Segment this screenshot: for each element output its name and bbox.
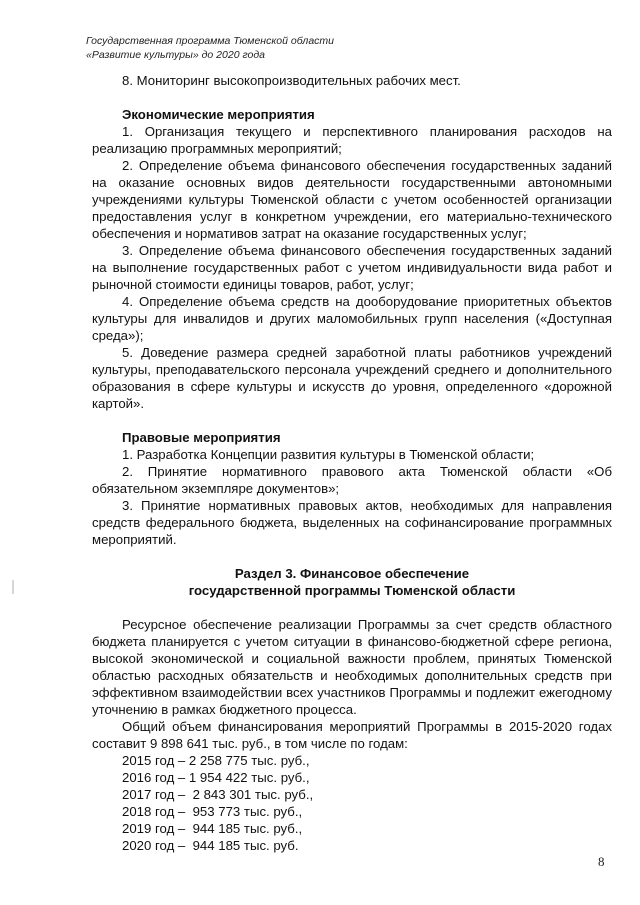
economic-item-1: 1. Организация текущего и перспективного планирования расходов на реализацию программных мероприятий; [92,124,612,156]
economic-section-title: Экономические мероприятия [122,107,315,122]
page-number: 8 [598,854,605,869]
funding-year-2015: 2015 год – 2 258 775 тыс. руб., [122,753,310,768]
header-line-1: Государственная программа Тюменской области [86,35,334,47]
funding-year-2020: 2020 год – 944 185 тыс. руб. [122,838,299,853]
funding-year-2017: 2017 год – 2 843 301 тыс. руб., [122,787,314,802]
legal-section-title: Правовые мероприятия [122,430,281,445]
funding-by-year-list [92,752,612,854]
funding-year-2019: 2019 год – 944 185 тыс. руб., [122,821,303,836]
scan-edge-mark [12,580,14,594]
funding-year-2016: 2016 год – 1 954 422 тыс. руб., [122,770,310,785]
running-header [86,34,334,62]
funding-year-2018: 2018 год – 953 773 тыс. руб., [122,804,303,819]
economic-item-3: 3. Определение объема финансового обеспечения государственных заданий на выполнение государственных работ с учетом индивидуальности вида работ и рыночной стоимости единицы товаров, работ, услуг; [92,243,612,292]
legal-item-3: 3. Принятие нормативных правовых актов, необходимых для направления средств федерального бюджета, выделенных на софинансирование программных мероприятий. [92,498,612,547]
document-body [92,72,612,854]
economic-item-5: 5. Доведение размера средней заработной платы работников учреждений культуры, преподавательского персонала учреждений среднего и дополнительного образования в сфере культуры и искусств до уровня, определенного «дорожной картой». [92,345,612,411]
header-line-2: «Развитие культуры» до 2020 года [86,49,265,61]
economic-item-4: 4. Определение объема средств на дооборудование приоритетных объектов культуры для инвалидов и других маломобильных групп населения («Доступная среда»); [92,294,612,343]
funding-paragraph: Ресурсное обеспечение реализации Программы за счет средств областного бюджета планируется с учетом ситуации в финансово-бюджетной сфере региона, высокой экономической и социальной важности проблем, принятых Тюменской областью расходных обязательств и необходимых дополнительных средств при эффективном взаимодействии всех участников Программы и подлежит ежегодному уточнению в рамках бюджетного процесса. [92,617,612,717]
section-3-title-line-1: Раздел 3. Финансовое обеспечение [234,566,470,581]
legal-item-1: 1. Разработка Концепции развития культуры в Тюменской области; [122,447,535,462]
economic-item-2: 2. Определение объема финансового обеспечения государственных заданий на оказание основных видов деятельности государственными автономными учреждениями культуры Тюменской области с учетом особенностей организации предоставления услуг в конкретном учреждении, его материально-технического обеспечения и нормативов затрат на оказание государственных услуг; [92,158,612,241]
section-3-title-line-2: государственной программы Тюменской области [188,583,516,598]
intro-item: 8. Мониторинг высокопроизводительных рабочих мест. [122,73,461,88]
funding-total-paragraph: Общий объем финансирования мероприятий Программы в 2015-2020 годах составит 9 898 641 тыс. руб., в том числе по годам: [92,719,612,751]
legal-item-2: 2. Принятие нормативного правового акта Тюменской области «Об обязательном экземпляре документов»; [92,464,612,496]
